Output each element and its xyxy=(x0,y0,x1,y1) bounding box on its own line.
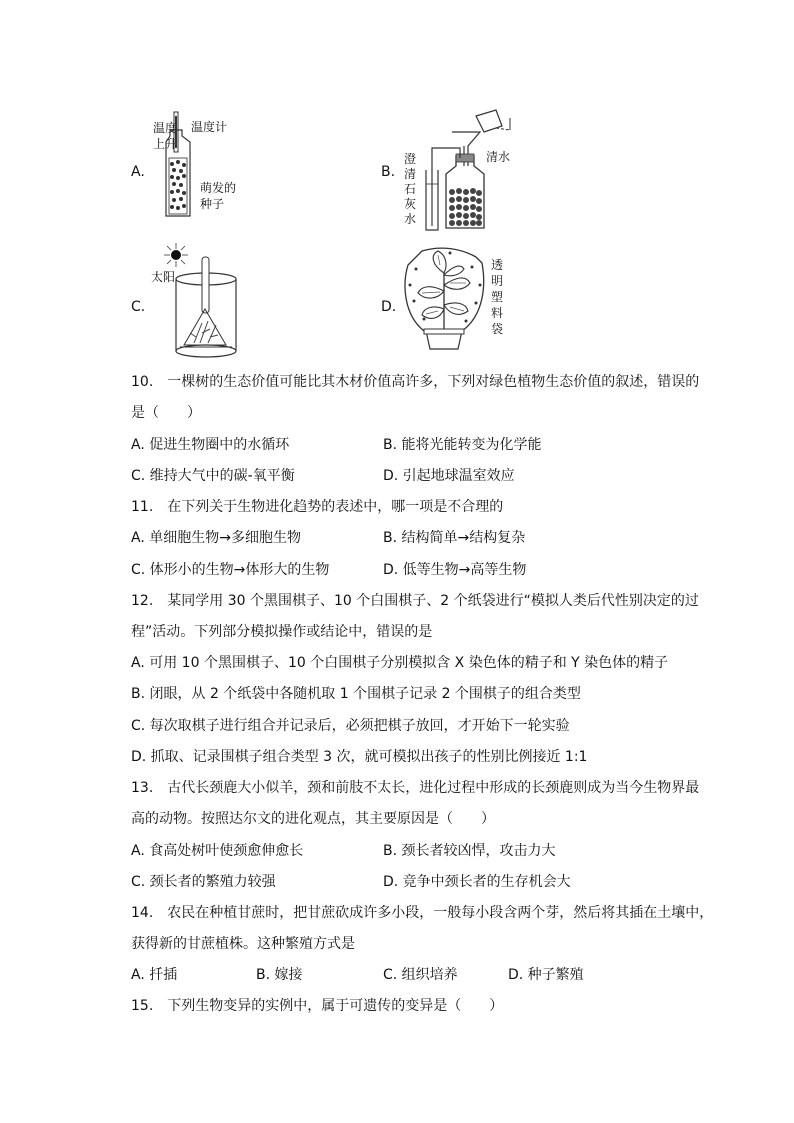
thermometer-label: 温度计 xyxy=(191,120,228,134)
q13-stem-line2: 高的动物。按照达尔文的进化观点，其主要原因是（ ） xyxy=(131,811,495,827)
q12-stem-line2: 程”活动。下列部分模拟操作或结论中，错误的是 xyxy=(131,624,433,640)
option-a-label: A. xyxy=(131,164,145,180)
plastic-bag-label: 透明塑料袋 xyxy=(490,258,503,336)
q13-stem-line1: 13. 古代长颈鹿大小似羊，颈和前肢不太长，进化过程中形成的长颈鹿则成为当今生物界最 xyxy=(131,780,700,796)
clear-water-label: 清水 xyxy=(486,150,511,164)
q14-option-a: A. 扦插 xyxy=(131,967,178,983)
q14-option-d: D. 种子繁殖 xyxy=(508,967,584,983)
q12-option-b: B. 闭眼，从 2 个纸袋中各随机取 1 个围棋子记录 2 个围棋子的组合类型 xyxy=(131,686,581,702)
limewater-label: 澄清石灰水 xyxy=(403,152,416,226)
q11-option-d: D. 低等生物→高等生物 xyxy=(383,562,527,578)
q14-option-b: B. 嫁接 xyxy=(256,967,303,983)
q13-option-b: B. 颈长者较凶悍，攻击力大 xyxy=(383,843,556,859)
thermos-figure xyxy=(160,112,200,222)
q12-option-d: D. 抓取、记录围棋子组合类型 3 次，就可模拟出孩子的性别比例接近 1:1 xyxy=(131,749,588,765)
flask-apparatus-figure xyxy=(418,108,518,233)
q13-option-d: D. 竞争中颈长者的生存机会大 xyxy=(383,874,571,890)
q10-stem-line2: 是（ ） xyxy=(131,405,201,421)
q10-option-a: A. 促进生物圈中的水循环 xyxy=(131,437,290,453)
plastic-bag-plant-figure xyxy=(402,245,488,360)
q14-stem-line2: 获得新的甘蔗植株。这种繁殖方式是 xyxy=(131,936,355,952)
q11-stem-line1: 11. 在下列关于生物进化趋势的表述中，哪一项是不合理的 xyxy=(131,499,504,515)
q11-option-b: B. 结构简单→结构复杂 xyxy=(383,530,526,546)
temp-rise-label: 温度上升 xyxy=(153,121,178,151)
q13-option-a: A. 食高处树叶使颈愈伸愈长 xyxy=(131,843,304,859)
q14-option-c: C. 组织培养 xyxy=(383,967,458,983)
glass-jar-plant-figure xyxy=(150,243,242,361)
q14-stem-line1: 14. 农民在种植甘蔗时，把甘蔗砍成许多小段，一般每小段含两个芽，然后将其插在土壤中， xyxy=(131,905,714,921)
q10-option-d: D. 引起地球温室效应 xyxy=(383,468,515,484)
option-b-label: B. xyxy=(381,164,396,180)
option-d-label: D. xyxy=(381,299,397,315)
q12-stem-line1: 12. 某同学用 30 个黑围棋子、10 个白围棋子、2 个纸袋进行“模拟人类后代性别决定的过 xyxy=(131,593,699,609)
q10-option-b: B. 能将光能转变为化学能 xyxy=(383,437,542,453)
option-c-label: C. xyxy=(131,299,146,315)
q15-stem-line1: 15. 下列生物变异的实例中，属于可遗传的变异是（ ） xyxy=(131,998,504,1014)
seeds-label: 萌发的种子 xyxy=(200,181,237,211)
q10-option-c: C. 维持大气中的碳-氧平衡 xyxy=(131,468,295,484)
q10-stem-line1: 10. 一棵树的生态价值可能比其木材价值高许多，下列对绿色植物生态价值的叙述，错误的 xyxy=(131,374,700,390)
sun-label: 太阳 xyxy=(151,270,176,284)
q12-option-c: C. 每次取棋子进行组合并记录后，必须把棋子放回，才开始下一轮实验 xyxy=(131,718,570,734)
q12-option-a: A. 可用 10 个黑围棋子、10 个白围棋子分别模拟含 X 染色体的精子和 Y 染色体的精子 xyxy=(131,655,669,671)
q13-option-c: C. 颈长者的繁殖力较强 xyxy=(131,874,276,890)
q11-option-c: C. 体形小的生物→体形大的生物 xyxy=(131,562,330,578)
q11-option-a: A. 单细胞生物→多细胞生物 xyxy=(131,530,301,546)
